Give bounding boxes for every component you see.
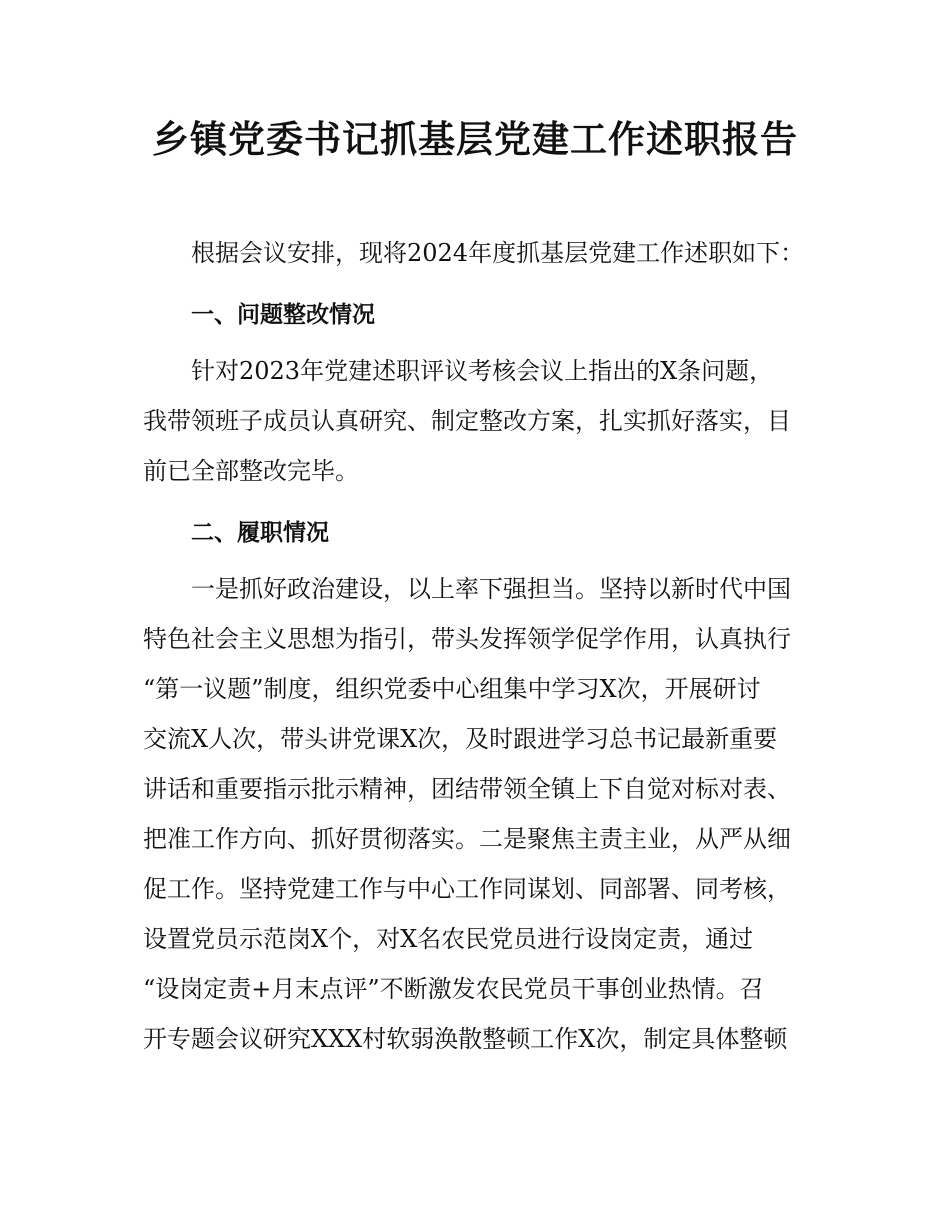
document-body: [143, 228, 813, 1064]
duties-paragraph: [143, 564, 813, 1064]
paragraph-line: 我带领班子成员认真研究、制定整改方案，扎实抓好落实，目: [143, 407, 791, 435]
paragraph-line: 一是抓好政治建设，以上率下强担当。坚持以新时代中国: [191, 575, 791, 603]
paragraph-line: “设岗定责+月末点评”不断激发农民党员干事创业热情。召: [143, 975, 764, 1003]
section-heading-rectification: 一、问题整改情况: [191, 302, 375, 328]
paragraph-line: 开专题会议研究XXX村软弱涣散整顿工作X次，制定具体整顿: [143, 1025, 788, 1053]
rectification-paragraph: [143, 346, 813, 496]
paragraph-line: “第一议题”制度，组织党委中心组集中学习X次，开展研讨: [143, 675, 761, 703]
paragraph-line: 前已全部整改完毕。: [143, 457, 359, 485]
paragraph-line: 交流X人次，带头讲党课X次，及时跟进学习总书记最新重要: [143, 725, 778, 753]
paragraph-line: 特色社会主义思想为指引，带头发挥领学促学作用，认真执行: [143, 625, 791, 653]
paragraph-line: 促工作。坚持党建工作与中心工作同谋划、同部署、同考核，: [143, 875, 791, 903]
paragraph-line: 把准工作方向、抓好贯彻落实。二是聚焦主责主业，从严从细: [143, 825, 791, 853]
paragraph-line: 讲话和重要指示批示精神，团结带领全镇上下自觉对标对表、: [143, 775, 791, 803]
paragraph-line: 设置党员示范岗X个，对X名农民党员进行设岗定责，通过: [143, 925, 754, 953]
paragraph-line: 针对2023年党建述职评议考核会议上指出的X条问题，: [191, 357, 774, 385]
document-title: 乡镇党委书记抓基层党建工作述职报告: [152, 118, 798, 161]
section-heading-duties: 二、履职情况: [191, 520, 329, 546]
intro-paragraph: 根据会议安排，现将2024年度抓基层党建工作述职如下：: [191, 239, 805, 267]
